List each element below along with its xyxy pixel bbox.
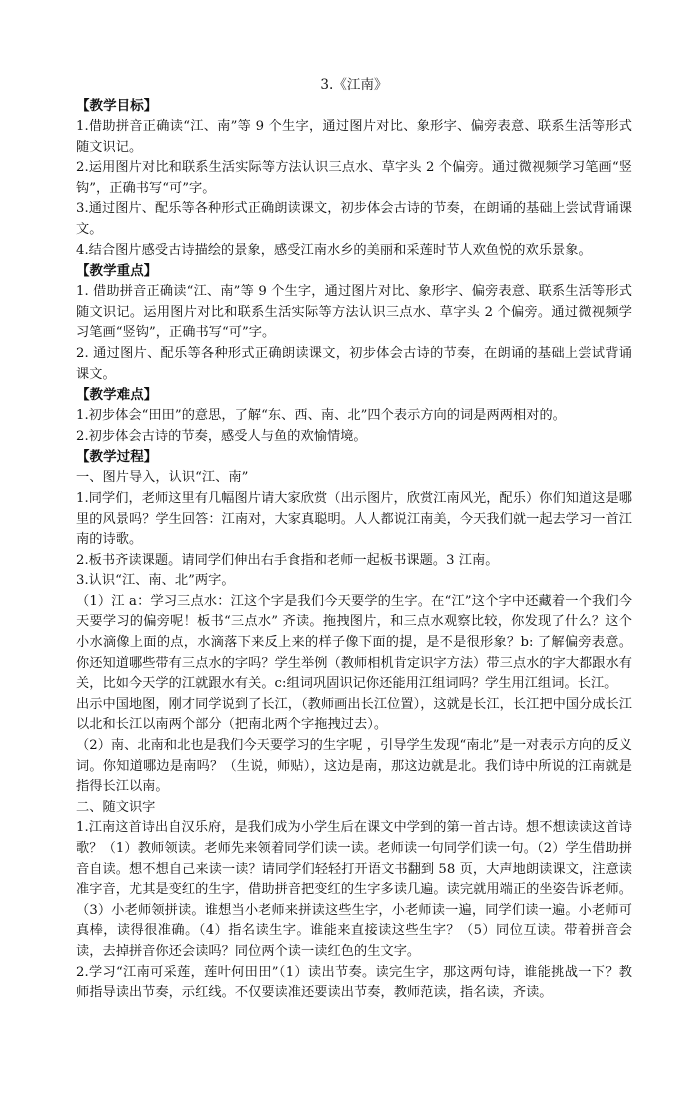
paragraph: 1.同学们，老师这里有几幅图片请大家欣赏（出示图片，欣赏江南风光，配乐）你们知道这是哪里的风景吗？学生回答：江南对，大家真聪明。人人都说江南美，今天我们就一起去学习一首江南的诗歌。 (76, 490, 632, 548)
paragraph: （2）南、北南和北也是我们今天要学习的生字呢 ，引导学生发现“南北”是一对表示方向的反义词。你知道哪边是南吗？（生说，师贴），这边是南，那这边就是北。我们诗中所说的江南就是指得长江以南。 (76, 738, 632, 795)
paragraph: 1.初步体会“田田”的意思，了解“东、西、南、北”四个表示方向的词是两两相对的。 (76, 408, 566, 424)
lesson-title: 3.《江南》 (320, 77, 388, 93)
section-teaching-goals (76, 96, 632, 261)
paragraph: 二、随文识字 (76, 799, 156, 815)
paragraph: 3.通过图片、配乐等各种形式正确朗读课文，初步体会古诗的节奏，在朗诵的基础上尝试背诵课文。 (76, 201, 632, 237)
section-heading: 【教学难点】 (76, 387, 158, 404)
paragraph: 1.江南这首诗出自汉乐府，是我们成为小学生后在课文中学到的第一首古诗。想不想读读这首诗歌？（1）教师领读。老师先来领着同学们读一读。老师读一句同学们读一句。（2）学生借助拼音自读。想不想自己来读一读？请同学们轻轻打开语文书翻到 58 页，大声地朗读课文，注意读准字音，尤其是变红的生字，借助拼音把变红的生字多读几遍。读完就用端正的坐姿告诉老师。（3）小老师领拼读。谁想当小老师来拼读这些生字，小老师读一遍，同学们读一遍。小老师可真棒，读得很准确。（4）指名读生字。谁能来直接读这些生字？（5）同位互读。带着拼音会读，去掉拼音你还会读吗？同位两个读一读红色的生文字。 (76, 820, 632, 959)
paragraph: 4.结合图片感受古诗描绘的景象，感受江南水乡的美丽和采莲时节人欢鱼悦的欢乐景象。 (76, 242, 592, 258)
paragraph: 2.运用图片对比和联系生活实际等方法认识三点水、草字头 2 个偏旁。通过微视频学习笔画“竖钩”，正确书写“可”字。 (76, 160, 632, 196)
paragraph: 2.学习“江南可采莲，莲叶何田田”（1）读出节奏。读完生字，那这两句诗，谁能挑战一下？教师指导读出节奏，示红线。不仅要读准还要读出节奏，教师范读，指名读，齐读。 (76, 964, 632, 1001)
section-heading: 【教学目标】 (76, 98, 158, 114)
paragraph: 1.借助拼音正确读“江、南”等 9 个生字，通过图片对比、象形字、偏旁表意、联系生活等形式随文识记。 (76, 119, 632, 155)
paragraph: 出示中国地图，刚才同学说到了长江，（教师画出长江位置），这就是长江，长江把中国分成长江以北和长江以南两个部分（把南北两个字拖拽过去）。 (76, 696, 633, 733)
section-heading: 【教学过程】 (76, 449, 158, 466)
document-page (76, 74, 632, 1004)
paragraph: 1. 借助拼音正确读“江、南”等 9 个生字，通过图片对比、象形字、偏旁表意、联系生活等形式随文识记。运用图片对比和联系生活实际等方法认识三点水、草字头 2 个偏旁。通过微视频学习笔画“竖钩”，正确书写“可”字。 (76, 284, 632, 341)
paragraph: 一、图片导入，认识“江、南” (76, 470, 249, 486)
section-teaching-difficulties (76, 385, 632, 447)
paragraph: 2.板书齐读课题。请同学们伸出右手食指和老师一起板书课题。3 江南。 (76, 552, 499, 568)
paragraph: 2.初步体会古诗的节奏，感受人与鱼的欢愉情境。 (76, 428, 367, 444)
section-teaching-process (76, 447, 632, 1003)
paragraph: 3.认识“江、南、北”两字。 (76, 573, 235, 589)
paragraph: （1）江 a：学习三点水：江这个字是我们今天要学的生字。在“江”这个字中还藏着一个我们今天要学习的偏旁呢！板书“三点水” 齐读。拖拽图片，和三点水观察比较，你发现了什么？这个小水滴像上面的点，水滴落下来反上来的样子像下面的提，是不是很形象？b: 了解偏旁表意。你还知道哪些带有三点水的字吗？学生举例（教师相机肯定识字方法）带三点水的字大都跟水有关，比如今天学的江就跟水有关。c:组词巩固识记你还能用江组词吗？学生用江组词。长江。 (76, 593, 632, 692)
paragraph: 2. 通过图片、配乐等各种形式正确朗读课文，初步体会古诗的节奏，在朗诵的基础上尝试背诵课文。 (76, 345, 632, 382)
section-heading: 【教学重点】 (76, 263, 158, 280)
section-teaching-focus (76, 261, 632, 385)
